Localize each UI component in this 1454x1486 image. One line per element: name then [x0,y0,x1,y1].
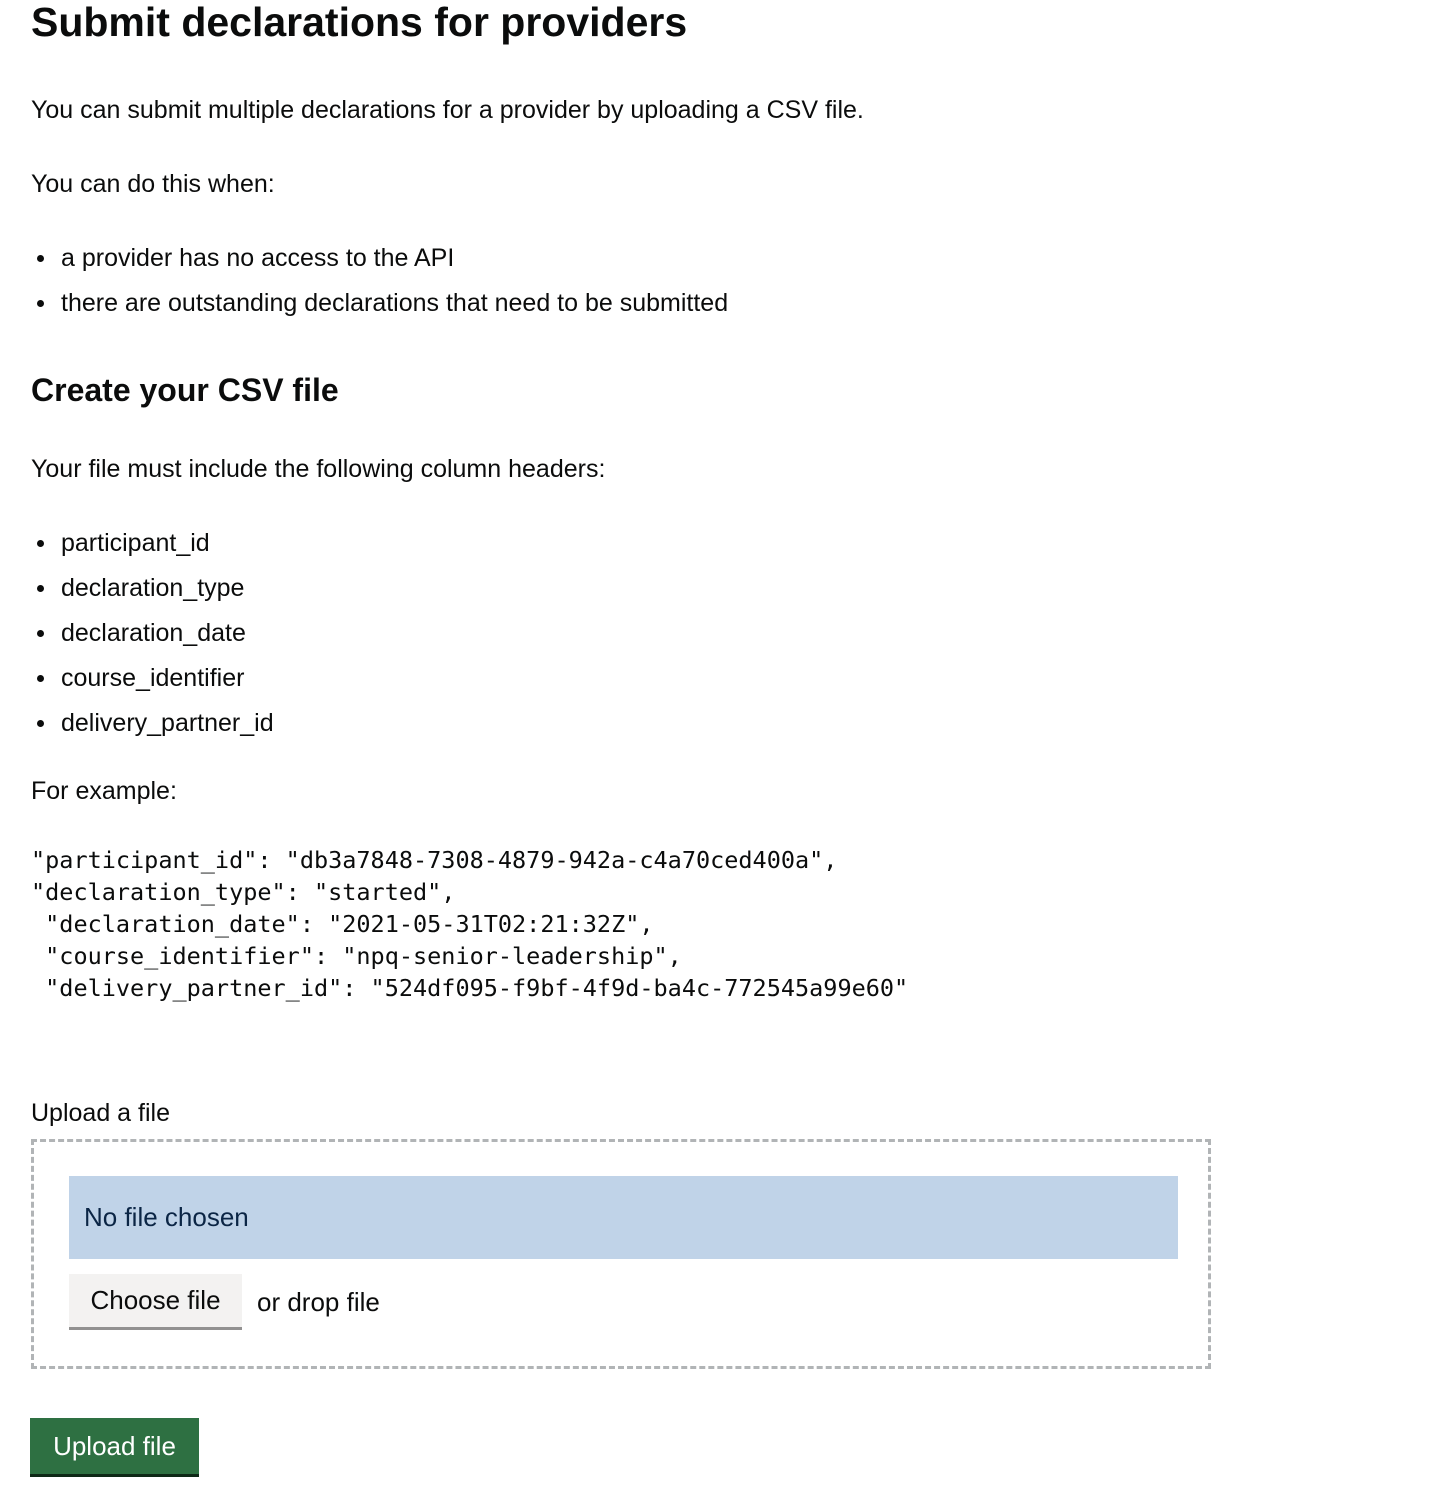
intro-text: You can submit multiple declarations for a provider by uploading a CSV file. [31,96,864,124]
upload-file-button[interactable]: Upload file [30,1418,199,1477]
when-label: You can do this when: [31,170,275,198]
upload-label: Upload a file [31,1099,170,1127]
file-drop-zone[interactable] [31,1139,1211,1369]
drop-hint: or drop file [257,1287,380,1317]
list-item: a provider has no access to the API [31,242,728,274]
section-heading: Create your CSV file [31,372,339,408]
list-item: there are outstanding declarations that need to be submitted [31,287,728,319]
list-item: delivery_partner_id [31,707,274,739]
file-status: No file chosen [69,1176,1178,1259]
example-label: For example: [31,777,177,805]
list-item: course_identifier [31,662,274,694]
list-item: declaration_type [31,572,274,604]
list-item: participant_id [31,527,274,559]
columns-label: Your file must include the following column headers: [31,455,606,483]
example-code: "participant_id": "db3a7848-7308-4879-942a-c4a70ced400a", "declaration_type": "started", "declaration_date": "2021-05-31T02:21:32Z", "course_identifier": "npq-senior-leadership", "delivery_partner_id": "524df095-f9bf-4f9d-ba4c-772545a99e60" [31,846,909,1002]
choose-file-button[interactable]: Choose file [69,1274,242,1330]
list-item: declaration_date [31,617,274,649]
page-title: Submit declarations for providers [31,0,688,45]
columns-list [31,527,274,752]
when-list [31,242,728,332]
